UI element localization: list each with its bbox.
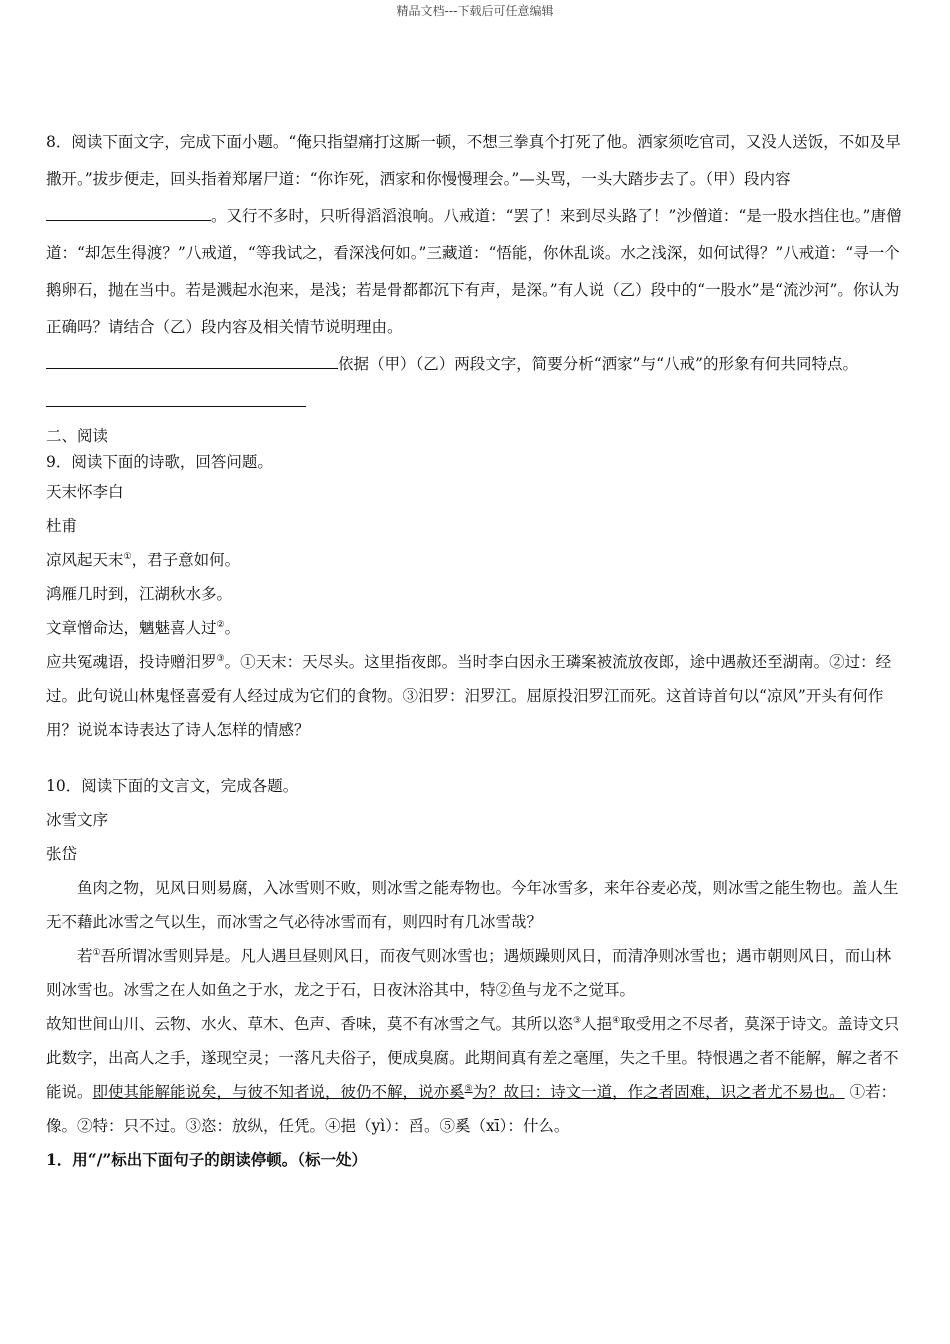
footnote-marker: ④ — [612, 1015, 621, 1026]
answer-blank-c[interactable] — [46, 405, 306, 407]
q10-intro: 10．阅读下面的文言文，完成各题。 — [46, 777, 299, 795]
q8-passage-b: 。又行不多时，只听得滔滔浪响。八戒道：“罢了！来到尽头路了！”沙僧道：“是一股水挡住也。”唐僧道：“却怎生得渡？”八戒道，“等我试之，看深浅何如。”三藏道：“悟能，你休乱谈。水之浅深，如何试得？”八戒道：“寻一个鹅卵石，抛在当中。若是溅起水泡来，是浅；若是骨都都沉下有声，是深。”有人说（乙）段中的“一股水”是“流沙河”。你认为正确吗？请结合（乙）段内容及相关情节说明理由。 — [46, 207, 902, 336]
para3-mid: 人挹 — [581, 1015, 613, 1033]
q8-text-2 — [46, 346, 906, 383]
poem-line-4-and-notes — [46, 645, 906, 747]
subquestion-1-text: 1．用“/”标出下面句子的朗读停顿。（标一处） — [46, 1150, 368, 1169]
poem-line-3-text: 文章憎命达，魑魅喜人过 — [46, 619, 217, 637]
footnote-marker: ③ — [216, 653, 225, 664]
underlined-sentence-b: 为？故曰：诗文一道，作之者固难，识之者尤不易也。 — [472, 1083, 845, 1101]
q8-question-c: 依据（甲）（乙）两段文字，简要分析“洒家”与“八戒”的形象有何共同特点。 — [338, 355, 858, 373]
q9-intro: 9．阅读下面的诗歌，回答问题。 — [46, 453, 273, 471]
question-10 — [46, 769, 906, 1177]
para3-start: 故知世间山川、云物、水火、草木、色声、香味，莫不有冰雪之气。其所以恣 — [46, 1015, 574, 1033]
poem-line-3-end: 。 — [224, 619, 241, 637]
essay-paragraph-1: 鱼肉之物，见风日则易腐，入冰雪则不败，则冰雪之能寿物也。今年冰雪多，来年谷麦必茂，则冰雪之能生物也。盖人生无不藉此冰雪之气以生，而冰雪之气必待冰雪而有，则四时有几冰雪哉？ — [46, 879, 899, 931]
answer-blank-a[interactable] — [46, 219, 211, 221]
subquestion-1 — [46, 1143, 906, 1177]
poem-line-3 — [46, 611, 906, 645]
page-header: 精品文档---下载后可任意编辑 — [396, 4, 554, 18]
para3-body: 取受用之不尽者，莫深于诗文。盖诗文只此数字，出高人之手，遂现空灵；一落凡夫俗子，便成臭腐。此期间真有差之毫厘，失之千里。特恨遇之者不能解，解之者不能说。 — [46, 1015, 900, 1101]
poem-line-1 — [46, 543, 906, 577]
q8-passage-a: 8．阅读下面文字，完成下面小题。“俺只指望痛打这厮一顿，不想三拳真个打死了他。洒家须吃官司，又没人送饭，不如及早撒开。”拔步便走，回头指着郑屠尸道：“你诈死，洒家和你慢慢理会。”—头骂，一头大踏步去了。（甲）段内容 — [46, 133, 901, 188]
question-8 — [46, 124, 906, 407]
document-body — [46, 124, 906, 1177]
q8-text — [46, 124, 906, 346]
q9-notes-and-question: 。①天末：天尽头。这里指夜郎。当时李白因永王璘案被流放夜郎，途中遇赦还至湖南。②过：经过。此句说山林鬼怪喜爱有人经过成为它们的食物。③汨罗：汨罗江。屈原投汨罗江而死。这首诗首句以“凉风”开头有何作用？说说本诗表达了诗人怎样的情感？ — [46, 653, 892, 739]
essay-footnotes: ①若：像。②特：只不过。③恣：放纵，任凭。④挹（yì）：舀。⑤奚（xī）：什么。 — [46, 1083, 897, 1135]
para2-start: 若 — [77, 947, 93, 965]
underlined-sentence-a: 即使其能解能说矣，与彼不知者说，彼仍不解，说亦奚 — [92, 1083, 465, 1101]
poem-author: 杜甫 — [46, 517, 78, 535]
footnote-marker: ① — [123, 551, 132, 562]
essay-paragraph-3 — [46, 1007, 906, 1143]
answer-blank-b[interactable] — [46, 367, 338, 369]
essay-title: 冰雪文序 — [46, 811, 109, 829]
poem-line-4-text: 应共冤魂语，投诗赠汨罗 — [46, 653, 217, 671]
essay-author: 张岱 — [46, 845, 78, 863]
footnote-marker: ② — [216, 619, 225, 630]
poem-title: 天末怀李白 — [46, 483, 124, 501]
essay-paragraph-2 — [46, 939, 906, 1007]
para2-rest: 吾所谓冰雪则异是。凡人遇旦昼则风日，而夜气则冰雪也；遇烦躁则风日，而清净则冰雪也；遇市朝则风日，而山林则冰雪也。冰雪之在人如鱼之于水，龙之于石，日夜沐浴其中，特②鱼与龙不之觉耳。 — [46, 947, 892, 999]
footnote-marker: ⑤ — [464, 1083, 473, 1094]
poem-line-2: 鸿雁几时到，江湖秋水多。 — [46, 585, 233, 603]
footnote-marker: ③ — [573, 1015, 582, 1026]
poem-line-1-end: ，君子意如何。 — [131, 551, 241, 569]
section-heading: 二、阅读 — [46, 427, 109, 445]
question-9 — [46, 449, 906, 747]
poem-line-1-text: 凉风起天末 — [46, 551, 124, 569]
footnote-marker: ① — [92, 947, 101, 958]
